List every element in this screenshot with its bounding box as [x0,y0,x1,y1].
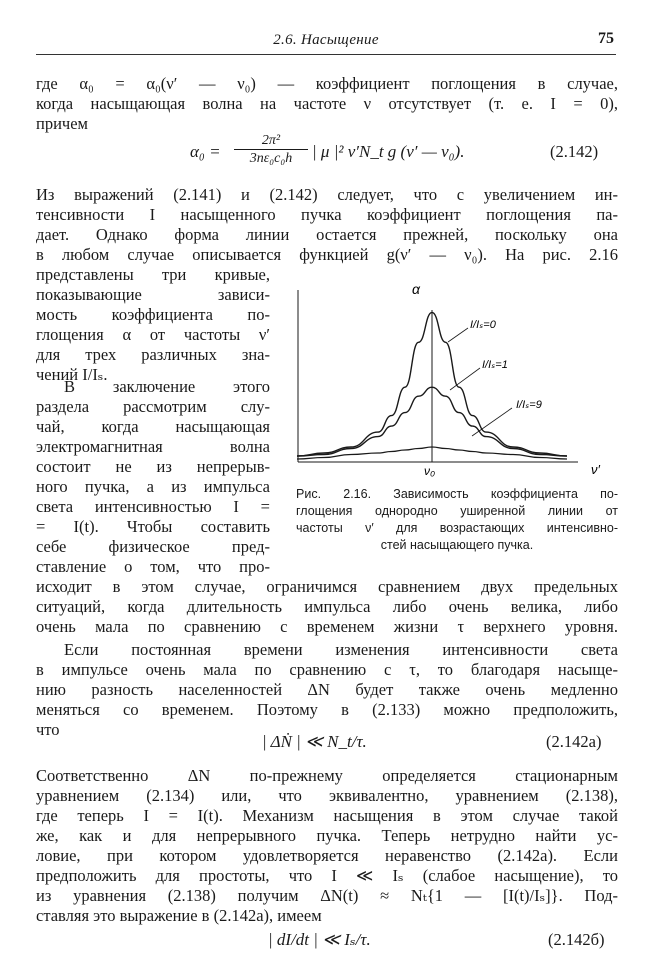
text-line: ставление о том, что про- [36,557,270,576]
text-line: предположить для простоты, что I ≪ Iₛ (слабое насыщение), то [36,866,618,885]
text-line: ситуаций, когда длительность импульса либо очень велика, либо [36,597,618,616]
text-line: света интенсивностью I = [36,497,270,516]
page-number: 75 [598,30,614,47]
leader-line [448,328,468,342]
text-line: показывающие зависи- [36,285,270,304]
text-line: причем [36,114,88,133]
eq-denominator: 3nε₀c₀h [249,151,293,166]
curve-label-0: I/Iₛ=0 [470,319,496,331]
text-line: Соответственно ΔN по-прежнему определяется стационарным [36,766,618,785]
label-leaders [448,328,512,436]
caption-line: частоты ν′ для возрастающих интенсивно- [296,521,618,535]
eq-fraction [234,132,308,167]
axis-y-label: α [412,281,420,297]
text-line: состоит не из непрерыв- [36,457,270,476]
text-line: чений I/Iₛ. [36,365,108,384]
eq-lhs: α₀ = [190,142,221,161]
equation-number: (2.142) [550,142,599,161]
text-line: ставляя это выражение в (2.142а), имеем [36,906,322,925]
text-line: нию разность населенностей ΔN будет также очень медленно [36,680,618,699]
equation-2-142a: | ΔṄ | ≪ N_t/τ. [262,732,367,751]
eq-rhs: | μ |² ν′N_t g (ν′ — ν₀). [312,142,465,161]
text-line: меняться со временем. Поэтому в (2.133) можно предположить, [36,700,618,719]
text-line: электромагнитная волна [36,437,270,456]
text-line: Из выражений (2.141) и (2.142) следует, что с увеличением ин- [36,185,618,204]
running-head: 2.6. Насыщение [273,32,379,48]
text-line: исходит в этом случае, ограничимся сравнением двух предельных [36,577,618,596]
text-line: чай, когда насыщающая [36,417,270,436]
text-line: ного пучка, а из импульса [36,477,270,496]
text-line: ловие, при котором удовлетворяется неравенство (2.142а). Если [36,846,618,865]
center-label: ν₀ [424,464,436,478]
page-header [36,30,616,55]
text-line: дает. Однако форма линии остается прежней, поскольку она [36,225,618,244]
text-line: тенсивности I насыщенного пучка коэффициент поглощения па- [36,205,618,224]
curve-label-1: I/Iₛ=1 [482,359,508,371]
text-line: в любом случае описывается функцией g(ν′ — ν₀). На рис. 2.16 [36,245,618,264]
curve-label-2: I/Iₛ=9 [516,399,542,411]
text-line: когда насыщающая волна на частоте ν отсутствует (т. е. I = 0), [36,94,618,113]
eq-numerator: 2π² [234,132,308,150]
figure-2-16 [288,270,620,480]
text-line: где α₀ = α₀(ν′ — ν₀) — коэффициент поглощения в случае, [36,74,618,93]
text-line: представлены три кривые, [36,265,270,284]
axis-x-label: ν′ [591,462,600,477]
caption-line: стей насыщающего пучка. [380,538,534,552]
equation-2-142b: | dI/dt | ≪ Iₛ/τ. [268,930,371,949]
text-line: уравнением (2.134) или, что эквивалентно, уравнением (2.138), [36,786,618,805]
text-line: = I(t). Чтобы составить [36,517,270,536]
text-line: очень мала по сравнению с временем жизни τ верхнего уровня. [36,617,618,636]
text-line: В заключение этого [64,377,270,396]
caption-line: Рис. 2.16. Зависимость коэффициента по- [296,487,618,501]
text-line: в импульсе очень мала по сравнению с τ, то благодаря насыще- [36,660,618,679]
caption-line: глощения однородно уширенной линии от [296,504,618,518]
text-line: где теперь I = I(t). Механизм насыщения в этом случае такой [36,806,618,825]
text-line: для трех различных зна- [36,345,270,364]
text-line: же, как и для непрерывного пучка. Теперь нетрудно найти ус- [36,826,618,845]
text-line: мость коэффициента по- [36,305,270,324]
text-line: глощения α от частоты ν′ [36,325,270,344]
text-line: себе физическое пред- [36,537,270,556]
text-line: раздела рассмотрим слу- [36,397,270,416]
equation-number: (2.142а) [546,732,602,751]
text-line: что [36,720,60,739]
equation-number: (2.142б) [548,930,605,949]
text-line: из уравнения (2.138) получим ΔN(t) ≈ Nₜ{1 — [I(t)/Iₛ]}. Под- [36,886,618,905]
text-line: Если постоянная времени изменения интенсивности света [64,640,618,659]
